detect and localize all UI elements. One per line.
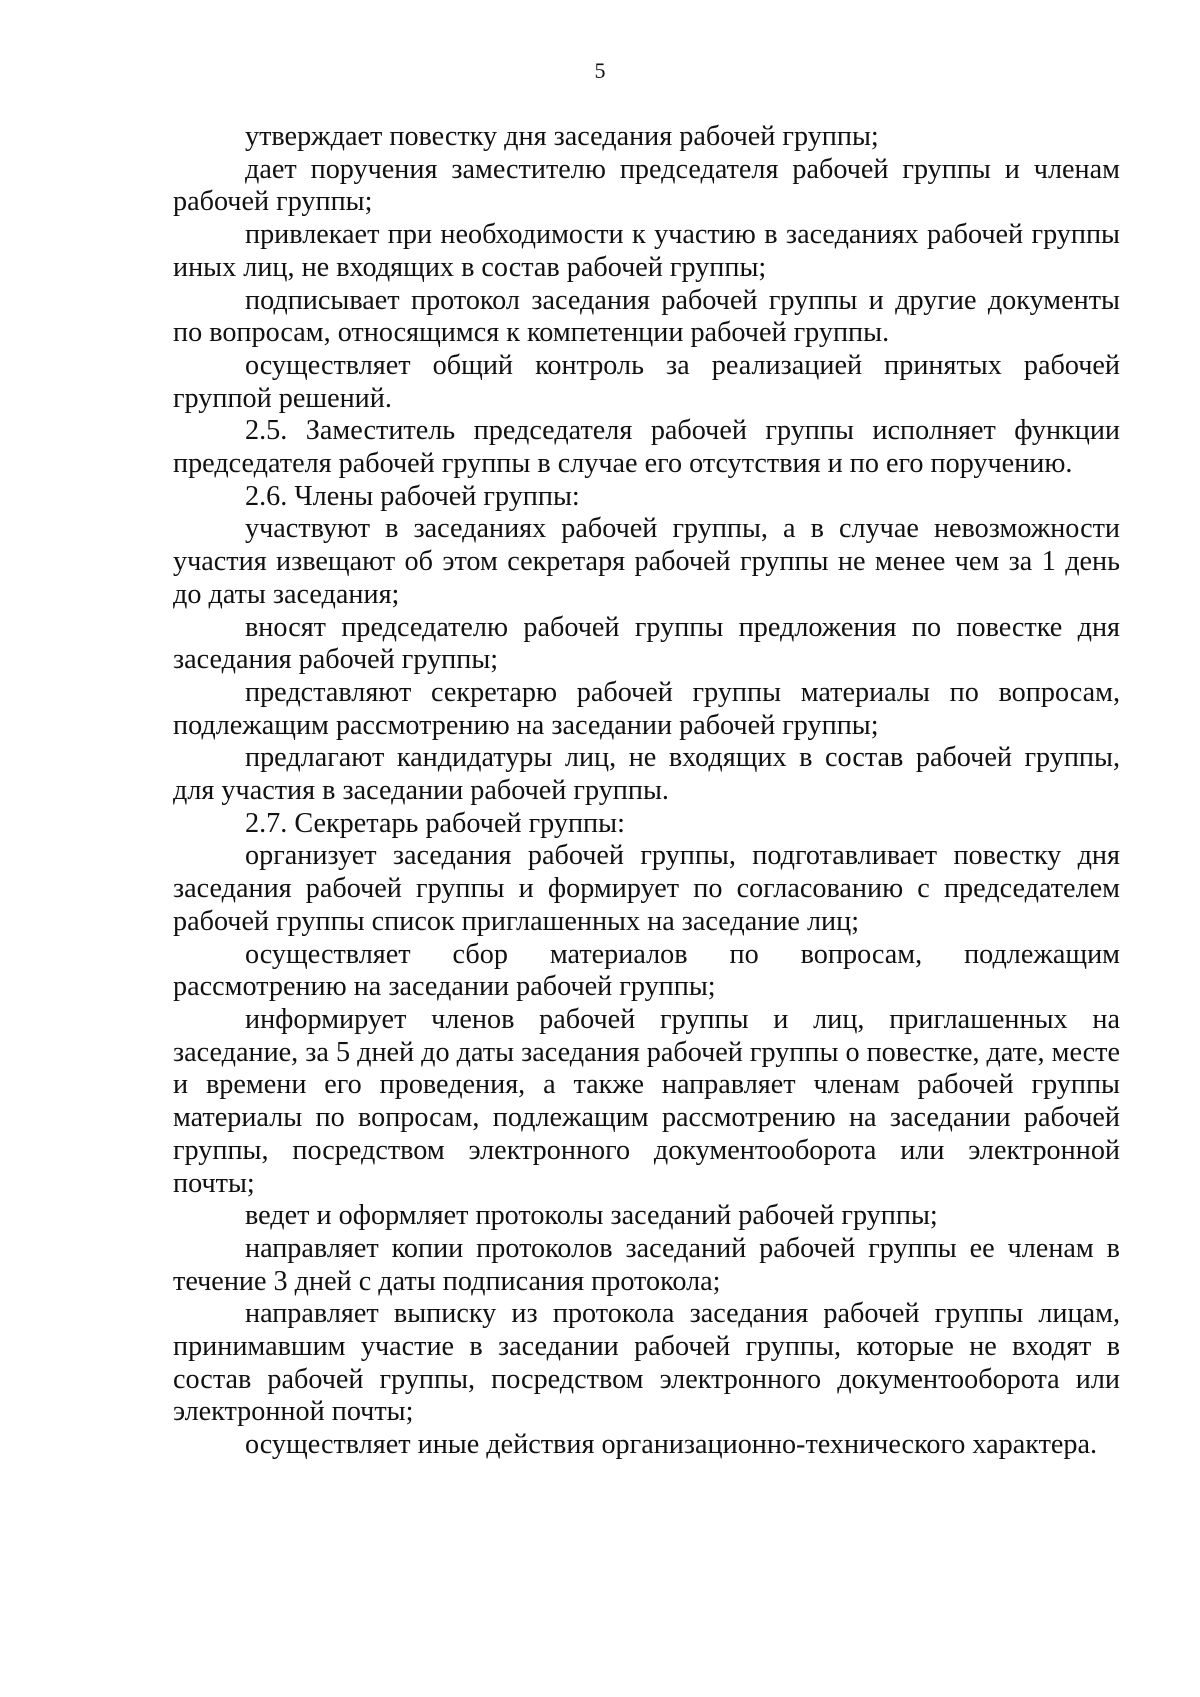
paragraph: осуществляет иные действия организационно-технического характера.	[245, 1429, 1098, 1461]
paragraph: представляют секретарю рабочей группы материалы по вопросам, подлежащим рассмотрению на заседании рабочей группы;	[173, 676, 1120, 741]
paragraph: утверждает повестку дня заседания рабочей группы;	[245, 121, 879, 152]
paragraph: дает поручения заместителю председателя рабочей группы и членам рабочей группы;	[173, 153, 1120, 218]
section-2-7-heading: 2.7. Секретарь рабочей группы:	[245, 807, 625, 839]
paragraph: подписывает протокол заседания рабочей группы и другие документы по вопросам, относящимся к компетенции рабочей группы.	[173, 284, 1120, 349]
paragraph: осуществляет общий контроль за реализацией принятых рабочей группой решений.	[173, 349, 1120, 414]
paragraph: информирует членов рабочей группы и лиц, приглашенных на заседание, за 5 дней до даты заседания рабочей группы о повестке, дате, месте и времени его проведения, а также направляет членам рабочей группы материалы по вопросам, подлежащим рассмотрению на заседании рабочей группы, посредством электронного документооборота или электронной почты;	[173, 1003, 1120, 1199]
paragraph: направляет копии протоколов заседаний рабочей группы ее членам в течение 3 дней с даты подписания протокола;	[173, 1232, 1120, 1297]
document-body	[173, 121, 1120, 1462]
section-2-6-heading: 2.6. Члены рабочей группы:	[245, 480, 580, 512]
paragraph: вносят председателю рабочей группы предложения по повестке дня заседания рабочей группы;	[173, 611, 1120, 676]
paragraph: ведет и оформляет протоколы заседаний рабочей группы;	[245, 1200, 938, 1232]
paragraph: участвуют в заседаниях рабочей группы, а в случае невозможности участия извещают об этом секретаря рабочей группы не менее чем за 1 день до даты заседания;	[173, 513, 1120, 610]
paragraph: осуществляет сбор материалов по вопросам, подлежащим рассмотрению на заседании рабочей группы;	[173, 938, 1120, 1003]
paragraph: привлекает при необходимости к участию в заседаниях рабочей группы иных лиц, не входящих в состав рабочей группы;	[173, 219, 1120, 283]
section-2-5-paragraph: 2.5. Заместитель председателя рабочей группы исполняет функции председателя рабочей группы в случае его отсутствия и по его поручению.	[173, 415, 1120, 480]
paragraph: организует заседания рабочей группы, подготавливает повестку дня заседания рабочей группы и формирует по согласованию с председателем рабочей группы список приглашенных на заседание лиц;	[173, 840, 1120, 937]
page-number: 5	[594, 58, 606, 83]
paragraph: направляет выписку из протокола заседания рабочей группы лицам, принимавшим участие в заседании рабочей группы, которые не входят в состав рабочей группы, посредством электронного документооборота или электронной почты;	[173, 1298, 1120, 1428]
paragraph: предлагают кандидатуры лиц, не входящих в состав рабочей группы, для участия в заседании рабочей группы.	[173, 742, 1120, 807]
